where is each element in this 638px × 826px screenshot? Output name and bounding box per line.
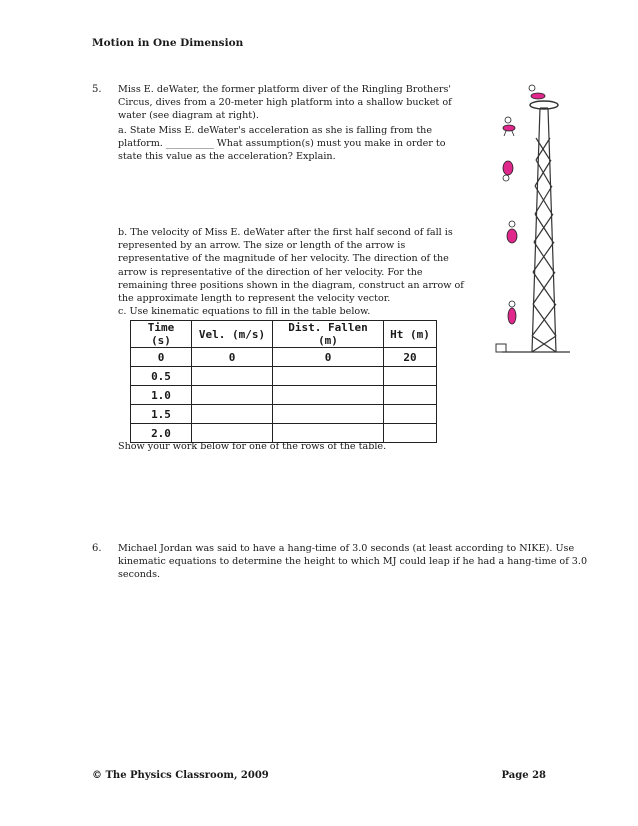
table-cell[interactable] xyxy=(273,386,384,405)
work-prompt: Show your work below for one of the rows of the table. xyxy=(118,441,387,452)
table-cell[interactable] xyxy=(192,367,273,386)
kinematics-table xyxy=(130,320,437,443)
diver-figure xyxy=(507,221,517,243)
footer-page-number: Page 28 xyxy=(501,770,546,781)
part-b-line: remaining three positions shown in the diagram, construct an arrow of xyxy=(118,279,464,291)
table-cell: 2.0 xyxy=(131,424,192,443)
table-cell: 0 xyxy=(273,348,384,367)
q6-line: Michael Jordan was said to have a hang-time of 3.0 seconds (at least according to NIKE). Use xyxy=(118,543,575,554)
q6-line: kinematic equations to determine the height to which MJ could leap if he had a hang-time of 3.0 xyxy=(118,556,588,568)
table-cell[interactable] xyxy=(384,367,437,386)
table-cell[interactable] xyxy=(192,405,273,424)
question-5-number: 5. xyxy=(92,84,102,95)
question-5-part-b xyxy=(118,226,464,305)
table-header-cell: Time (s) xyxy=(131,321,192,348)
diver-figure xyxy=(508,301,516,324)
intro-line: Circus, dives from a 20-meter high platform into a shallow bucket of xyxy=(118,97,452,109)
part-b-line: representative of the magnitude of her velocity. The direction of the xyxy=(118,253,449,265)
part-a-line: platform. __________ What assumption(s) must you make in order to xyxy=(118,138,446,150)
table-cell[interactable] xyxy=(273,405,384,424)
table-row xyxy=(131,386,437,405)
table-header-cell: Vel. (m/s) xyxy=(192,321,273,348)
table-header-cell: Ht (m) xyxy=(384,321,437,348)
question-6-text xyxy=(118,542,587,582)
diver-figure xyxy=(529,85,545,99)
intro-line: water (see diagram at right). xyxy=(118,110,259,122)
table-cell: 0.5 xyxy=(131,367,192,386)
table-cell: 1.5 xyxy=(131,405,192,424)
table-cell[interactable] xyxy=(384,386,437,405)
q6-line: seconds. xyxy=(118,569,161,581)
table-cell[interactable] xyxy=(273,367,384,386)
table-row xyxy=(131,367,437,386)
table-cell: 0 xyxy=(192,348,273,367)
table-cell: 20 xyxy=(384,348,437,367)
table-cell[interactable] xyxy=(192,386,273,405)
part-b-line: the approximate length to represent the velocity vector. xyxy=(118,293,391,305)
question-5-part-c: c. Use kinematic equations to fill in the table below. xyxy=(118,306,371,317)
question-5-part-a xyxy=(118,124,446,164)
part-a-line: a. State Miss E. deWater's acceleration as she is falling from the xyxy=(118,125,433,136)
header-title: Motion in One Dimension xyxy=(92,37,244,49)
part-a-line: state this value as the acceleration? Explain. xyxy=(118,151,336,163)
part-b-line: b. The velocity of Miss E. deWater after the first half second of fall is xyxy=(118,227,453,238)
question-6-number: 6. xyxy=(92,543,102,554)
diver-figure xyxy=(503,117,515,136)
question-5-intro xyxy=(118,83,452,123)
table-cell: 1.0 xyxy=(131,386,192,405)
diver-tower-diagram xyxy=(462,78,582,360)
table-header-row xyxy=(131,321,437,348)
table-cell: 0 xyxy=(131,348,192,367)
table-row xyxy=(131,405,437,424)
table-cell[interactable] xyxy=(384,405,437,424)
part-b-line: arrow is representative of the direction of her velocity. For the xyxy=(118,266,423,278)
part-b-line: represented by an arrow. The size or length of the arrow is xyxy=(118,240,406,252)
diver-figure xyxy=(503,161,513,181)
table-cell[interactable] xyxy=(384,424,437,443)
footer-copyright: © The Physics Classroom, 2009 xyxy=(92,770,269,781)
intro-line: Miss E. deWater, the former platform diver of the Ringling Brothers' xyxy=(118,84,452,95)
table-row xyxy=(131,348,437,367)
table-header-cell: Dist. Fallen (m) xyxy=(273,321,384,348)
water-bucket xyxy=(496,344,506,352)
